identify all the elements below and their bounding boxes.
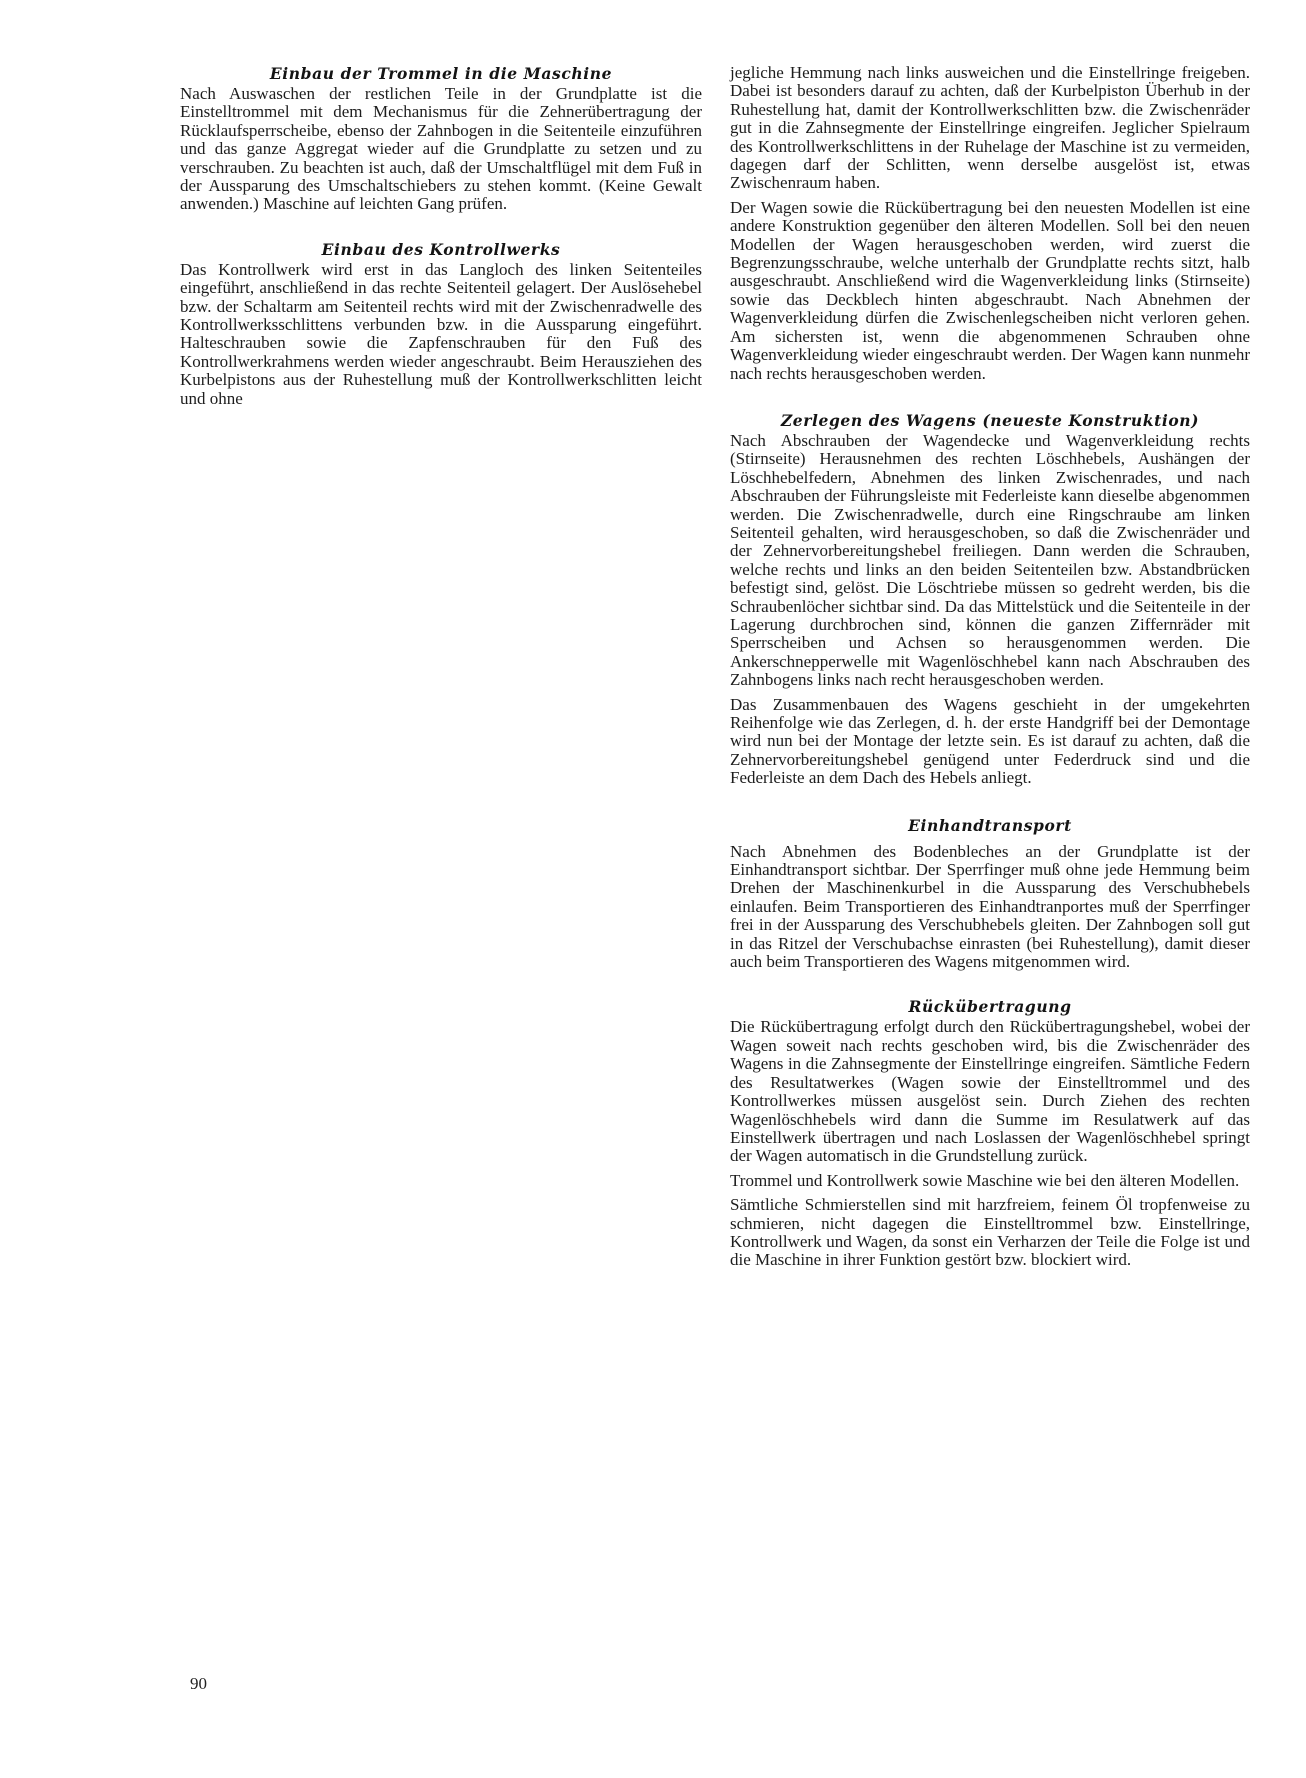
- section-heading-one-hand-transport: Einhandtransport: [908, 815, 1072, 835]
- left-column: [180, 64, 702, 408]
- section-heading-control-unit-installation: Einbau des Kontrollwerks: [321, 239, 561, 259]
- section-heading-drum-installation: Einbau der Trommel in die Maschine: [269, 64, 613, 83]
- paragraph-lubrication: Sämtliche Schmierstellen sind mit harzfreiem, feinem Öl tropfenweise zu schmieren, nicht dagegen die Einstelltrommel bzw. Einstellringe, Kontrollwerk und Wagen, da sonst ein Verharzen der Teile die Folge ist und die Maschine in ihrer Funktion gestört bzw. blockiert wird.: [730, 1195, 1250, 1270]
- paragraph-control-unit-installation: Das Kontrollwerk wird erst in das Langloch des linken Seitenteiles eingeführt, anschließend in das rechte Seitenteil gelagert. Der Auslösehebel bzw. der Schaltarm am Seitenteil rechts wird mit der Zwischenradwelle des Kontrollwerksschlittens verbunden bzw. in die Aussparung eingeführt. Halteschrauben sowie die Zapfenschrauben für den Fuß des Kontrollwerkrahmens werden wieder angeschraubt. Beim Herausziehen des Kurbelpistons aus der Ruhestellung muß der Kontrollwerkschlitten leicht und ohne: [180, 259, 702, 408]
- paragraph-continuation: jegliche Hemmung nach links ausweichen und die Einstellringe freigeben. Dabei ist besonders darauf zu achten, daß der Kurbelpiston Überhub in der Ruhestellung hat, damit der Kontrollwerkschlitten bzw. die Zwischenräder gut in die Zahnsegmente der Einstellringe eingreifen. Jeglicher Spielraum des Kontrollwerkschlittens in der Ruhelage der Maschine ist zu vermeiden, dagegen darf der Schlitten, wenn derselbe ausgelöst ist, etwas Zwischenraum haben.: [730, 63, 1250, 193]
- paragraph-carriage-disassembly: Nach Abschrauben der Wagendecke und Wagenverkleidung rechts (Stirnseite) Herausnehmen des rechten Löschhebels, Aushängen der Löschhebelfedern, Abnehmen des linken Zwischenrades, und nach Abschrauben der Führungsleiste mit Federleiste kann dieselbe abgenommen werden. Die Zwischenradwelle, durch eine Ringschraube am linken Seitenteil gehalten, wird herausgeschoben, so daß die Zwischenräder und der Zehnervorbereitungshebel freiliegen. Dann werden die Schrauben, welche rechts und links an den beiden Seitenteilen bzw. Abstandbrücken befestigt sind, gelöst. Die Löschtriebe müssen so gedreht werden, bis die Schraubenlöcher sichtbar sind. Da das Mittelstück und die Seitenteile in der Lagerung durchbrochen sind, können die ganzen Ziffernräder mit Sperrscheiben und Achsen so herausgenommen werden. Die Ankerschnepperwelle mit Wagenlöschhebel kann nach Abschrauben des Zahnbogens links nach recht herausgeschoben werden.: [730, 430, 1250, 690]
- paragraph-carriage-assembly: Das Zusammenbauen des Wagens geschieht in der umgekehrten Reihenfolge wie das Zerlegen, d. h. der erste Handgriff bei der Demontage wird nun bei der Montage der letzte sein. Es ist darauf zu achten, daß die Zehnervorbereitungshebel genügend unter Federdruck sind und die Federleiste an dem Dach des Hebels anliegt.: [730, 694, 1250, 788]
- paragraph-drum-installation: Nach Auswaschen der restlichen Teile in der Grundplatte ist die Einstelltrommel mit dem Mechanismus für die Zehnerübertragung der Rücklaufsperrscheibe, ebenso der Zahnbogen in die Seitenteile einzuführen und das ganze Aggregat wieder auf die Grundplatte zu setzen und zu verschrauben. Zu beachten ist auch, daß der Umschaltflügel mit dem Fuß in der Aussparung des Umschaltschiebers zu stehen kommt. (Keine Gewalt anwenden.) Maschine auf leichten Gang prüfen.: [180, 84, 702, 214]
- paragraph-carriage-removal: Der Wagen sowie die Rückübertragung bei den neuesten Modellen ist eine andere Konstruktion gegenüber den älteren Modellen. Soll bei den neuen Modellen der Wagen herausgeschoben werden, wird zuerst die Begrenzungsschraube, welche unterhalb der Grundplatte rechts sitzt, halb ausgeschraubt. Anschließend wird die Wagenverkleidung links (Stirnseite) sowie das Deckblech hinten abgeschraubt. Nach Abnehmen der Wagenverkleidung dürfen die Zwischenlegscheiben nicht verloren gehen. Am sichersten ist, wenn die abgenommenen Schrauben ohne Wagenverkleidung wieder eingeschraubt werden. Der Wagen kann nunmehr nach rechts herausgeschoben werden.: [730, 197, 1250, 383]
- paragraph-one-hand-transport: Nach Abnehmen des Bodenbleches an der Grundplatte ist der Einhandtransport sichtbar. Der Sperrfinger muß ohne jede Hemmung beim Drehen der Maschinenkurbel in die Aussparung des Verschubhebels einlaufen. Beim Transportieren des Einhandtranportes muß der Sperrfinger frei in der Aussparung des Verschubhebels gleiten. Der Zahnbogen soll gut in das Ritzel der Verschubachse einrasten (bei Ruhestellung), damit dieser auch beim Transportieren des Wagens mitgenommen wird.: [730, 841, 1250, 972]
- section-heading-carriage-disassembly: Zerlegen des Wagens (neueste Konstruktion): [780, 410, 1200, 430]
- section-heading-back-transfer: Rückübertragung: [908, 997, 1072, 1017]
- right-column: [730, 64, 1250, 1270]
- paragraph-drum-and-control-unit: Trommel und Kontrollwerk sowie Maschine wie bei den älteren Modellen.: [730, 1170, 1240, 1190]
- page-number: 90: [190, 1674, 207, 1693]
- paragraph-back-transfer: Die Rückübertragung erfolgt durch den Rückübertragungshebel, wobei der Wagen soweit nach rechts geschoben wird, bis die Zwischenräder des Wagens in die Zahnsegmente der Einstellringe eingreifen. Sämtliche Federn des Resultatwerkes (Wagen sowie der Einstelltrommel und des Kontrollwerkes müssen ausgelöst sein. Durch Ziehen des rechten Wagenlöschhebels wird dann die Summe im Resulatwerk auf das Einstellwerk übertragen und nach Loslassen der Wagenlöschhebel springt der Wagen automatisch in die Grundstellung zurück.: [730, 1017, 1250, 1166]
